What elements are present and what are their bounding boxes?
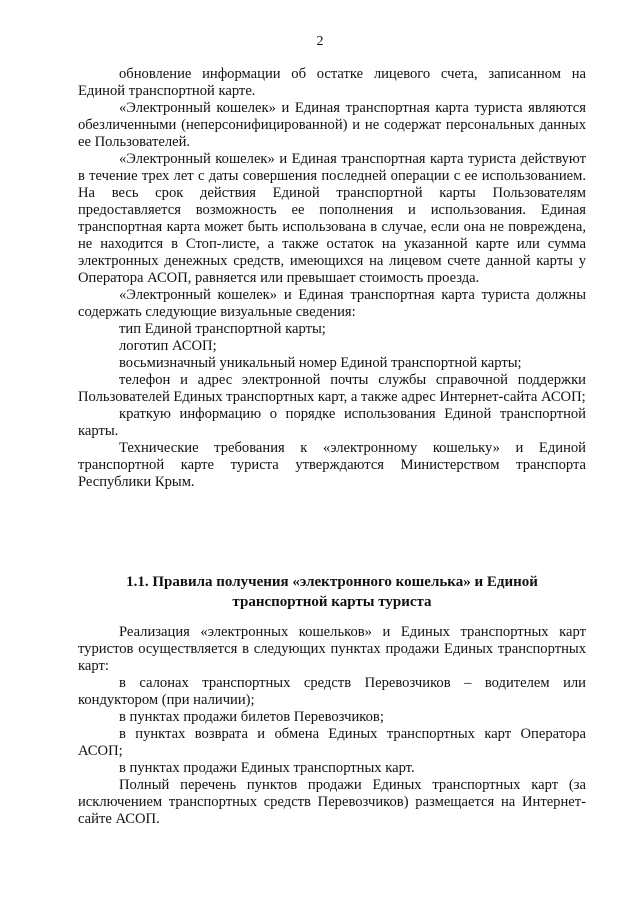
paragraph: Технические требования к «электронному кошельку» и Единой транспортной карте туриста утверждаются Министерством транспорта Республики Крым. [78, 440, 586, 490]
list-item: телефон и адрес электронной почты службы справочной поддержки Пользователей Единых транспортных карт, а также адрес Интернет-сайта АСОП; [78, 372, 586, 405]
paragraph: Реализация «электронных кошельков» и Единых транспортных карт туристов осуществляется в следующих пунктах продажи Единых транспортных карт: [78, 624, 586, 674]
list-item: в пунктах продажи билетов Перевозчиков; [119, 709, 384, 725]
section-heading [78, 572, 586, 612]
paragraph: Полный перечень пунктов продажи Единых транспортных карт (за исключением транспортных средств Перевозчиков) размещается на Интернет-сайте АСОП. [78, 777, 586, 827]
list-item: в пунктах продажи Единых транспортных карт. [119, 760, 415, 776]
paragraph: «Электронный кошелек» и Единая транспортная карта туриста должны содержать следующие визуальные сведения: [78, 287, 586, 320]
list-item: логотип АСОП; [119, 338, 217, 354]
section-heading-line: транспортной карты туриста [232, 594, 432, 610]
section-heading-line: 1.1. Правила получения «электронного кошелька» и Единой [126, 574, 538, 590]
list-item: восьмизначный уникальный номер Единой транспортной карты; [119, 355, 522, 371]
paragraph: обновление информации об остатке лицевого счета, записанном на Единой транспортной карте. [78, 66, 586, 99]
list-item: в пунктах возврата и обмена Единых транспортных карт Оператора АСОП; [78, 726, 586, 759]
section-body [78, 624, 586, 828]
list-item: краткую информацию о порядке использования Единой транспортной карты. [78, 406, 586, 439]
page-number: 2 [316, 34, 324, 49]
paragraph: «Электронный кошелек» и Единая транспортная карта туриста действуют в течение трех лет с даты совершения последней операции с ее использованием. На весь срок действия Единой транспортной карты Пользователям предоставляется возможность ее пополнения и использования. Единая транспортная карта может быть использована в случае, если она не повреждена, не находится в Стоп-листе, а также остаток на указанной карте или сумма электронных денежных средств, имеющихся на лицевом счете данной карты у Оператора АСОП, равняется или превышает стоимость проезда. [78, 151, 586, 286]
list-item: тип Единой транспортной карты; [119, 321, 326, 337]
body-text [78, 66, 586, 491]
list-item: в салонах транспортных средств Перевозчиков – водителем или кондуктором (при наличии); [78, 675, 586, 708]
paragraph: «Электронный кошелек» и Единая транспортная карта туриста являются обезличенными (неперсонифицированной) и не содержат персональных данных ее Пользователей. [78, 100, 586, 150]
